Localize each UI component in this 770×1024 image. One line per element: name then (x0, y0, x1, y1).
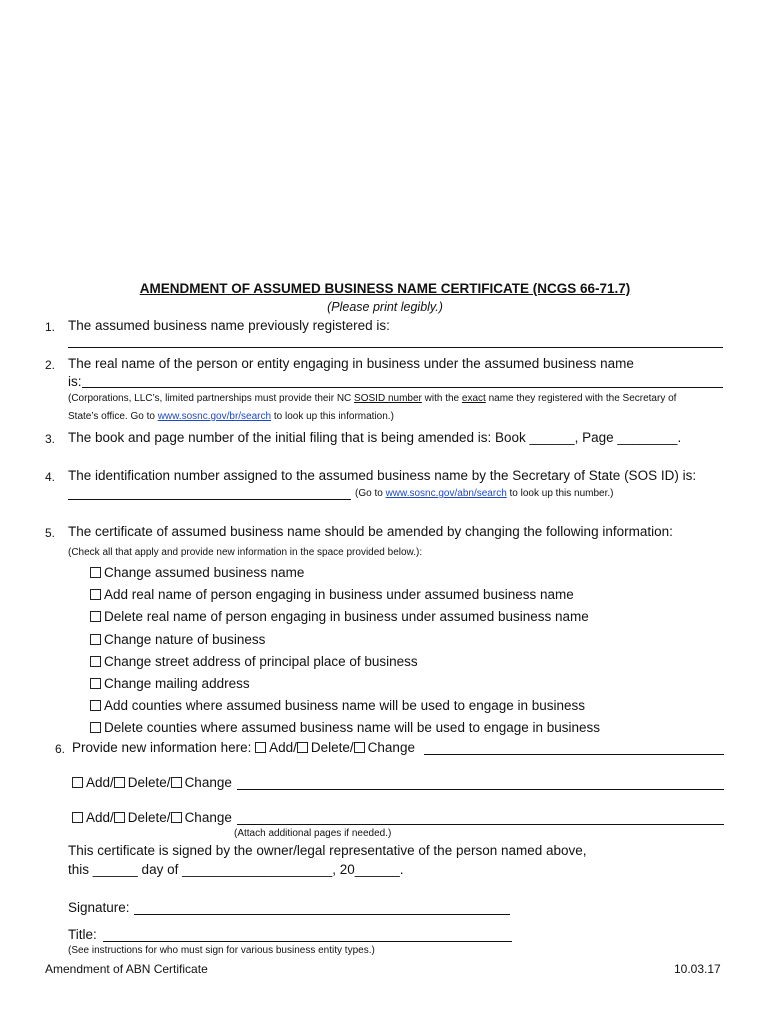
item-4-note: (Go to www.sosnc.gov/abn/search to look up this number.) (355, 488, 614, 499)
attach-note: (Attach additional pages if needed.) (234, 828, 392, 839)
item-4-sosid-line[interactable] (68, 499, 351, 500)
option-delete-counties[interactable]: Delete counties where assumed business name will be used to engage in business (90, 720, 600, 735)
item-6-row-3-line[interactable] (237, 824, 724, 825)
checkbox[interactable] (171, 777, 182, 788)
checkbox[interactable] (90, 700, 101, 711)
item-6-row-2: Add/ Delete/ Change (72, 775, 232, 790)
option-delete-real-name[interactable]: Delete real name of person engaging in business under assumed business name (90, 609, 589, 624)
option-add-counties[interactable]: Add counties where assumed business name will be used to engage in business (90, 698, 585, 713)
option-change-nature[interactable]: Change nature of business (90, 632, 265, 647)
footer-left: Amendment of ABN Certificate (45, 962, 208, 976)
item-6-row-2-line[interactable] (237, 789, 724, 790)
sosnc-abn-search-link[interactable]: www.sosnc.gov/abn/search (385, 488, 507, 499)
checkbox[interactable] (90, 611, 101, 622)
checkbox[interactable] (90, 589, 101, 600)
item-4-number: 4. (45, 470, 56, 484)
item-2-answer-line[interactable] (82, 387, 723, 388)
title-line[interactable] (103, 941, 512, 942)
option-change-business-name[interactable]: Change assumed business name (90, 565, 304, 580)
signed-line-1: This certificate is signed by the owner/legal representative of the person named above, (68, 843, 587, 858)
item-4-text: The identification number assigned to the assumed business name by the Secretary of State (SOS ID) is: (68, 468, 697, 483)
signature-line[interactable] (134, 914, 510, 915)
item-5-text: The certificate of assumed business name should be amended by changing the following information: (68, 524, 673, 539)
footer-date: 10.03.17 (674, 962, 721, 976)
page-title: AMENDMENT OF ASSUMED BUSINESS NAME CERTIFICATE (NCGS 66-71.7) (139, 281, 631, 296)
checkbox[interactable] (72, 812, 83, 823)
signature-label: Signature: (68, 900, 130, 915)
checkbox[interactable] (90, 634, 101, 645)
item-3-text: The book and page number of the initial filing that is being amended is: Book ______, Page ________. (68, 430, 682, 445)
page-subtitle: (Please print legibly.) (327, 300, 443, 314)
item-6-number: 6. (55, 742, 66, 756)
item-1-number: 1. (45, 320, 56, 334)
item-2-is-label: is: (68, 374, 82, 389)
checkbox[interactable] (72, 777, 83, 788)
checkbox[interactable] (90, 678, 101, 689)
checkbox[interactable] (297, 742, 308, 753)
item-6-row-3: Add/ Delete/ Change (72, 810, 232, 825)
signed-line-2: this ______ day of ____________________, 20______. (68, 862, 404, 877)
instructions-note: (See instructions for who must sign for various business entity types.) (68, 945, 375, 956)
item-3-number: 3. (45, 432, 56, 446)
item-2-note-line1: (Corporations, LLC’s, limited partnerships must provide their NC SOSID number with the exact name they registered with the Secretary of (68, 393, 677, 404)
item-2-note-line2: State’s office. Go to www.sosnc.gov/br/search to look up this information.) (68, 411, 394, 422)
checkbox[interactable] (114, 812, 125, 823)
option-change-mailing-address[interactable]: Change mailing address (90, 676, 250, 691)
item-1-text: The assumed business name previously registered is: (68, 318, 390, 333)
title-label: Title: (68, 927, 97, 942)
checkbox[interactable] (171, 812, 182, 823)
option-add-real-name[interactable]: Add real name of person engaging in business under assumed business name (90, 587, 574, 602)
item-5-note: (Check all that apply and provide new information in the space provided below.): (68, 547, 423, 558)
checkbox[interactable] (114, 777, 125, 788)
item-6-row-1: Provide new information here: Add/ Delete/ Change (72, 740, 415, 755)
item-2-number: 2. (45, 358, 56, 372)
checkbox[interactable] (255, 742, 266, 753)
item-2-text: The real name of the person or entity engaging in business under the assumed business name (68, 356, 634, 371)
item-6-row-1-line[interactable] (424, 754, 724, 755)
sosnc-br-search-link[interactable]: www.sosnc.gov/br/search (157, 411, 272, 422)
checkbox[interactable] (90, 722, 101, 733)
checkbox[interactable] (90, 656, 101, 667)
item-5-number: 5. (45, 526, 56, 540)
item-1-answer-line[interactable] (68, 347, 723, 348)
option-change-street-address[interactable]: Change street address of principal place of business (90, 654, 418, 669)
checkbox[interactable] (354, 742, 365, 753)
checkbox[interactable] (90, 567, 101, 578)
